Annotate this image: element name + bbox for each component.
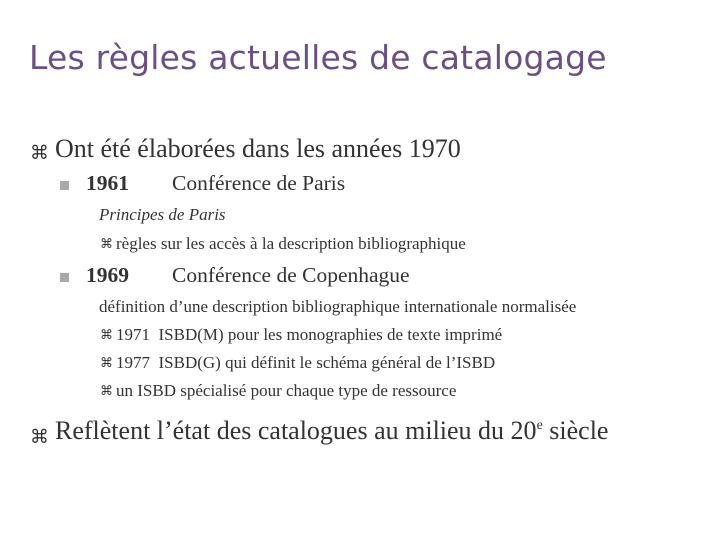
event-subitem: règles sur les accès à la description bibliographique xyxy=(116,234,466,253)
event-year: 1961 xyxy=(86,171,129,195)
event-subitem: 1977 ISBD(G) qui définit le schéma général de l’ISBD xyxy=(116,353,496,372)
bullet-2-text xyxy=(55,416,608,446)
event-1969 xyxy=(86,263,410,288)
event-subitem: un ISBD spécialisé pour chaque type de ressource xyxy=(116,381,457,400)
command-icon: ⌘ xyxy=(100,356,113,371)
command-icon: ⌘ xyxy=(100,384,113,399)
event-1961 xyxy=(86,171,345,196)
square-bullet-icon xyxy=(60,181,69,190)
square-bullet-icon xyxy=(60,273,69,282)
command-icon: ⌘ xyxy=(30,426,49,448)
slide-title: Les règles actuelles de catalogage xyxy=(29,38,607,77)
command-icon: ⌘ xyxy=(100,328,113,343)
event-note: définition d’une description bibliographique internationale normalisée xyxy=(99,297,577,316)
event-note: Principes de Paris xyxy=(99,205,226,224)
command-icon: ⌘ xyxy=(30,142,49,164)
event-year: 1969 xyxy=(86,263,129,287)
bullet-2-main: Reflètent l’état des catalogues au milieu du 20 xyxy=(55,416,537,445)
superscript: e xyxy=(536,418,543,433)
event-label: Conférence de Copenhague xyxy=(172,263,410,287)
command-icon: ⌘ xyxy=(100,237,113,252)
event-label: Conférence de Paris xyxy=(172,171,346,195)
bullet-1-text: Ont été élaborées dans les années 1970 xyxy=(55,134,461,163)
event-subitem: 1971 ISBD(M) pour les monographies de texte imprimé xyxy=(116,325,503,344)
bullet-2-tail: siècle xyxy=(542,416,609,445)
